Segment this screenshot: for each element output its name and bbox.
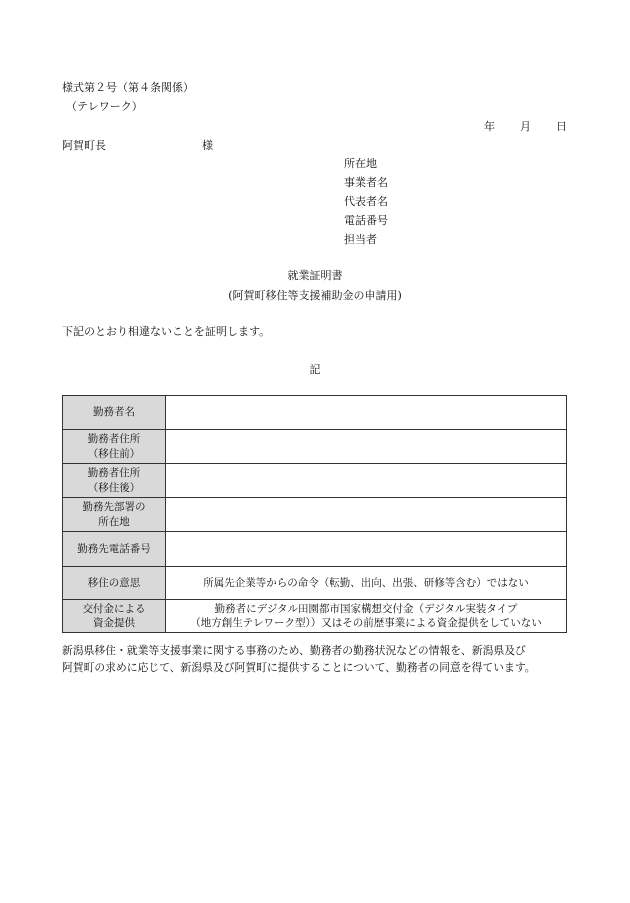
- row-label: 交付金による 資金提供: [63, 600, 166, 633]
- row-label: 移住の意思: [63, 567, 166, 600]
- addressee-honorific: 様: [202, 139, 213, 152]
- table-row: [63, 464, 567, 498]
- sender-block: [344, 156, 388, 251]
- form-type: （テレワーク）: [66, 100, 143, 113]
- date-day: 日: [556, 120, 567, 133]
- consent-paragraph: 新潟県移住・就業等支援事業に関する事務のため、勤務者の勤務状況などの情報を、新潟県及び 阿賀町の求めに応じて、新潟県及び阿賀町に提供することについて、勤務者の同意を得ています。: [62, 644, 536, 675]
- certification-statement: 下記のとおり相違ないことを証明します。: [62, 325, 271, 338]
- table-row: [63, 430, 567, 464]
- address-before-cell[interactable]: [166, 430, 567, 464]
- date-line: [484, 119, 567, 135]
- workplace-phone-cell[interactable]: [166, 532, 567, 567]
- document-title: 就業証明書: [287, 269, 343, 282]
- addressee-name: 阿賀町長: [62, 139, 106, 152]
- sender-field-representative: 代表者名: [344, 195, 388, 208]
- row-label: 勤務先電話番号: [63, 532, 166, 567]
- grant-funding-cell: 勤務者にデジタル田園都市国家構想交付金（デジタル実装タイプ （地方創生テレワーク型））又はその前歴事業による資金提供をしていない: [166, 600, 567, 633]
- sender-field-business-name: 事業者名: [344, 176, 388, 189]
- certificate-table: [62, 395, 567, 633]
- table-row: [63, 498, 567, 532]
- table-row: [63, 567, 567, 600]
- table-row: [63, 600, 567, 633]
- date-month: 月: [520, 120, 531, 133]
- relocation-intent-cell: 所属先企業等からの命令（転勤、出向、出張、研修等含む）ではない: [166, 567, 567, 600]
- sender-field-address: 所在地: [344, 157, 377, 170]
- document-subtitle: (阿賀町移住等支援補助金の申請用): [228, 289, 402, 302]
- form-number: 様式第２号（第４条関係）: [62, 81, 194, 94]
- address-after-cell[interactable]: [166, 464, 567, 498]
- table-row: [63, 532, 567, 567]
- worker-name-cell[interactable]: [166, 396, 567, 430]
- row-label: 勤務者名: [63, 396, 166, 430]
- date-year: 年: [484, 120, 495, 133]
- row-label: 勤務者住所 （移住前）: [63, 430, 166, 464]
- department-location-cell[interactable]: [166, 498, 567, 532]
- row-label: 勤務者住所 （移住後）: [63, 464, 166, 498]
- row-label: 勤務先部署の 所在地: [63, 498, 166, 532]
- sender-field-contact-person: 担当者: [344, 233, 377, 246]
- sender-field-phone: 電話番号: [344, 214, 388, 227]
- ki-heading: 記: [309, 363, 321, 376]
- table-row: [63, 396, 567, 430]
